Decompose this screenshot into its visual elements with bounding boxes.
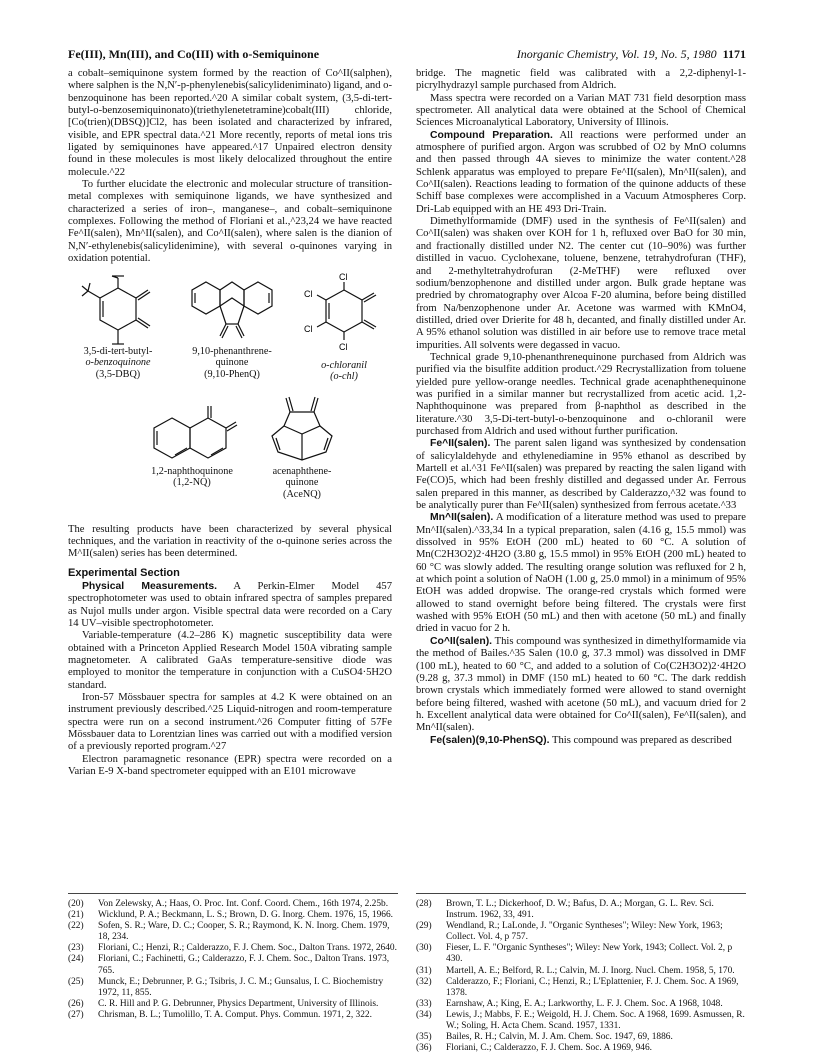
reference-item: (25) Munck, E.; Debrunner, P. G.; Tsibris, J. C. M.; Gunsalus, I. C. Biochemistry 1972, 11, 855. [68,976,384,998]
references-divider-right [416,893,746,894]
right-column [416,68,746,747]
co-salen-text: This compound was synthesized in dimethylformamide via the method of Bailes.^35 Salen (10.0 g, 37.3 mmol) was dissolved in DMF (100 mL), heated to 60 °C, and added to a solution of Co(C2H3O2)2·4H2O (9.28 g, 37.3 mmol) in DMF (150 mL) heated to 60 °C. The dark reddish brown crystals which immediately formed were allowed to stand overnight before being filtered, washed with acetone (50 mL), and vacuum dried for 2 h. Excellent analytical data were obtained for Co^II(salen), Fe^II(salen), and Mn^II(salen). [416,635,746,734]
mass-spectra-paragraph: Mass spectra were recorded on a Varian MAT 731 field desorption mass spectrometer. All analytical data were obtained at the School of Chemical Sciences Microanalytical Laboratory, University of Illinois. [416,92,746,129]
page-number: 1171 [722,47,746,61]
phenq-label-3: (9,10-PhenQ) [204,368,260,380]
intro-paragraph-1: a cobalt–semiquinone system formed by the reaction of Co^II(salphen), where salphen is the N,N′-p-phenylenebis(salicylideniminato) ligand, and o-benzoquinone has been reported.^20 A similar cobalt system, (3,5-di-tert-butyl-o-benzosemiquinonato)(triethylenetetramine)cobalt(III) chloride, [Co(trien)(DBSQ)]Cl2, has been isolated and characterized by infrared, visible, and EPR spectral data.^21 More recently, reports of metal ions tris ligated by semiquinones have appeared.^17 Unpaired electron density found in these molecules is most likely delocalized throughout the entire molecule.^22 [68,68,392,178]
reference-item: (27) Chrisman, B. L.; Tumolillo, T. A. Comput. Phys. Commun. 1971, 2, 322. [68,1009,372,1020]
structure-chloranil [296,270,392,383]
chloranil-label-1: o-chloranil [321,359,367,371]
reference-item: (21) Wicklund, P. A.; Beckmann, L. S.; Brown, D. G. Inorg. Chem. 1976, 15, 1966. [68,910,394,921]
reference-item: (31) Martell, A. E.; Belford, R. L.; Calvin, M. J. Inorg. Nucl. Chem. 1958, 5, 170. [416,965,735,976]
cl-label-left-top: Cl [304,288,313,299]
chloranil-label-2: (o-chl) [330,371,358,383]
reference-item: (20) Von Zelewsky, A.; Haas, O. Proc. Int. Conf. Coord. Chem., 16th 1974, 2.25b. [68,899,389,909]
mn-salen-heading: Mn^II(salen). [430,512,494,524]
solvent-paragraph: Dimethylformamide (DMF) used in the synthesis of Fe^II(salen) and Co^II(salen) was shaken over KOH for 1 h, refluxed over BaO for 30 min, and fractionally distilled under N2. The center cut (10–90%) was further distilled in vacuo. Cyclohexane, toluene, benzene, tetrahydrofuran (THF), and 2-methyltetrahydrofuran (2-MeTHF) were refluxed over sodium/benzophenone and distilled under argon. Bulk grade heptane was predried by chromatography over Alcoa F-20 alumina, before being distilled from Na/benzophenone under Ar. Acetone was warmed with KMnO4, distilled, dried over Drierite for 48 h, decanted, and finally distilled under Ar. A 95% ethanol solution was distilled in air before use to remove trace metal impurities. All solvents were degassed in vacuo. [416,216,746,351]
mn-salen-text: A modification of a literature method was used to prepare Mn^II(salen).^33,34 In a typical preparation, salen (4.16 g, 15.5 mmol) was dissolved in 95% EtOH (200 mL) heated to 60 °C. A solution of Mn(C2H3O2)2·4H2O (3.80 g, 15.5 mmol) in 95% EtOH (200 mL) heated to 60 °C was slowly added. The resulting orange solution was refluxed for 2 h, at which point a solution of NaOH (1.00 g, 25.0 mmol) in a minimum of 95% EtOH was added dropwise. The orange-red crystals which formed were allowed to stand overnight before being filtered. The crystals were first washed with 95% EtOH (50 mL) and then with acetone (50 mL) and finally dried in vacuo for 2 h. [416,512,746,635]
reference-item: (22) Sofen, S. R.; Ware, D. C.; Cooper, S. R.; Raymond, K. N. Inorg. Chem. 1979, 18, 234. [68,921,390,943]
reference-item: (33) Earnshaw, A.; King, E. A.; Larkworthy, L. F. J. Chem. Soc. A 1968, 1048. [416,998,723,1009]
nq-structure-icon [146,398,238,466]
cl-label-bottom: Cl [339,341,348,352]
reference-item: (30) Fieser, L. F. "Organic Syntheses"; Wiley: New York, 1943; Collect. Vol. 2, p 430. [416,943,733,965]
dbq-structure-icon [78,274,158,346]
reference-item: (36) Floriani, C.; Calderazzo, F. J. Chem. Soc. A 1969, 946. [416,1043,653,1054]
reference-item: (34) Lewis, J.; Mabbs, F. E.; Weigold, H. J. Chem. Soc. A 1968, 1699. Asmussen, R. W.; Soling, H. Acta Chem. Scand. 1957, 1331. [416,1009,745,1032]
dbq-label-2: o-benzoquinone [85,357,151,369]
chloranil-structure-icon [299,270,389,360]
reference-item: (28) Brown, T. L.; Dickerhoof, D. W.; Bafus, D. A.; Morgan, G. L. Rev. Sci. Instrum. 1962, 33, 491. [416,899,714,921]
references-divider-left [68,893,398,894]
intro-paragraph-2: To further elucidate the electronic and molecular structure of transition-metal complexes with semiquinone ligands, we have synthesized and characterized a series of iron–, manganese–, and cobalt–semiquinone complexes. Following the method of Floriani et al.,^23,24 we have reacted Fe^II(salen), Mn^II(salen), and Co^II(salen), where salen is the dianion of N,N′-ethylenebis(salicylidenimine), with several o-quinones varying in oxidation potential. [68,179,392,265]
intro-paragraph-3: The resulting products have been characterized by several physical techniques, and the variation in reactivity of the o-quinone series across the M^II(salen) series has been determined. [68,523,392,560]
cl-label-left-bottom: Cl [304,323,313,334]
phenq-label-2: quinone [215,357,249,369]
phenq-structure-icon [184,274,280,346]
nq-label-2: (1,2-NQ) [173,477,211,489]
acenq-label-2: quinone [285,477,319,489]
reference-item: (35) Bailes, R. H.; Calvin, M. J. Am. Chem. Soc. 1947, 69, 1886. [416,1032,673,1043]
cl-label-top: Cl [339,271,348,282]
physical-measurements-heading: Physical Measurements. [82,580,218,592]
acenq-label-1: acenaphthene- [272,465,332,477]
structure-acenq [254,388,350,501]
fe-phensq-heading: Fe(salen)(9,10-PhenSQ). [430,734,550,746]
references-left [68,899,398,1021]
quinone-structures-figure [68,270,392,518]
bridge-paragraph: bridge. The magnetic field was calibrated with a 2,2-diphenyl-1-picrylhydrazyl sample purchased from Aldrich. [416,68,746,92]
fe-salen-text: The parent salen ligand was synthesized by condensation of salicylaldehyde and ethylenediamine in 95% ethanol as described by Martell et al.^31 Fe^II(salen) was prepared by reacting the salen ligand with Fe(CO)5, which had been freshly distilled and degassed under Ar. Ferrous salen prepared in this manner, as described by Calderazzo,^32 was found to be analytically purer than Fe^II(salen) synthesized from ferrous acetate.^33 [416,438,746,512]
dbq-label-1: 3,5-di-tert-butyl- [83,345,153,357]
reference-item: (32) Calderazzo, F.; Floriani, C.; Henzi, R.; L'Eplattenier, F. J. Chem. Soc. A 1969, 1378. [416,976,739,998]
acenq-structure-icon [262,388,342,466]
reference-item: (29) Wendland, R.; LaLonde, J. "Organic Syntheses"; Wiley: New York, 1963; Collect. Vol. 4, p 757. [416,921,723,943]
acenq-label-3: (AceNQ) [283,488,321,500]
epr-paragraph: Electron paramagnetic resonance (EPR) spectra were recorded on a Varian E-9 X-band spectrometer equipped with an E101 microwave [68,753,392,778]
reference-item: (23) Floriani, C.; Henzi, R.; Calderazzo, F. J. Chem. Soc., Dalton Trans. 1972, 2640. [68,943,397,954]
journal-name: Inorganic Chemistry, Vol. 19, No. 5, 1980 [516,47,717,61]
magnetic-paragraph: Variable-temperature (4.2–286 K) magnetic susceptibility data were obtained with a Princeton Applied Research Model 150A vibrating sample magnetometer. A calibrated GaAs temperature-sensitive diode was employed to monitor the temperature in conjunction with a CuSO4·5H2O standard. [68,630,392,691]
references-right [416,899,746,1054]
physical-measurements-text: A Perkin-Elmer Model 457 spectrophotometer was used to obtain infrared spectra of samples prepared as Nujol mulls under argon. Visible spectral data were recorded on a Cary 14 UV–visible spectrophotometer. [68,580,392,629]
co-salen-heading: Co^II(salen). [430,635,493,647]
quinone-purification-paragraph: Technical grade 9,10-phenanthrenequinone purchased from Aldrich was purified via the bisulfite addition product.^29 Recrystallization from toluene yielded pure yellow-orange needles. Technical grade acenaphthenequinone was purified in a similar manner but recrystallized from acetic acid. 1,2-Naphthoquinone was prepared from β-naphthol as described in the literature.^30 3,5-Di-tert-butyl-o-benzoquinone and o-chloranil were purchased from Aldrich and used without further purification. [416,351,746,437]
structure-12nq [140,398,244,489]
fe-phensq-text: This compound was prepared as described [552,734,732,746]
phenq-label-1: 9,10-phenanthrene- [192,345,272,357]
left-column [68,68,392,778]
running-title: Fe(III), Mn(III), and Co(III) with o-Semiquinone [68,47,320,61]
dbq-label-3: (3,5-DBQ) [95,368,141,380]
compound-preparation-heading: Compound Preparation. [430,129,553,141]
reference-item: (26) C. R. Hill and P. G. Debrunner, Physics Department, University of Illinois. [68,998,379,1009]
compound-preparation-text: All reactions were performed under an atmosphere of purified argon. Argon was scrubbed of O2 by MnO columns and then passed through 4A sieves to minimize the water content.^28 Schlenk apparatus was employed to prepare Fe^II(salen), Mn^II(salen), and Co^II(salen). Reactions leading to formation of the quinone adducts of these Schiff base complexes were accomplished in a Vacuum Atmospheres Corp. Dri-Lab equipped with an HE 493 Dri-Train. [416,129,746,215]
reference-item: (24) Floriani, C.; Fachinetti, G.; Calderazzo, F. J. Chem. Soc., Dalton Trans. 1973, 765. [68,954,390,976]
fe-salen-heading: Fe^II(salen). [430,438,491,450]
journal-citation [517,47,746,62]
structure-35dbq [68,274,168,381]
experimental-section-heading: Experimental Section [68,566,180,579]
nq-label-1: 1,2-naphthoquinone [151,465,233,477]
mossbauer-paragraph: Iron-57 Mössbauer spectra for samples at 4.2 K were obtained on an instrument previously described.^25 Liquid-nitrogen and room-temperature spectra were run on a second instrument.^26 Computer fitting of 57Fe Mössbauer data to Lorentzian lines was carried out with a modified version of a previously reported program.^27 [68,691,392,753]
structure-phenq [176,274,288,381]
